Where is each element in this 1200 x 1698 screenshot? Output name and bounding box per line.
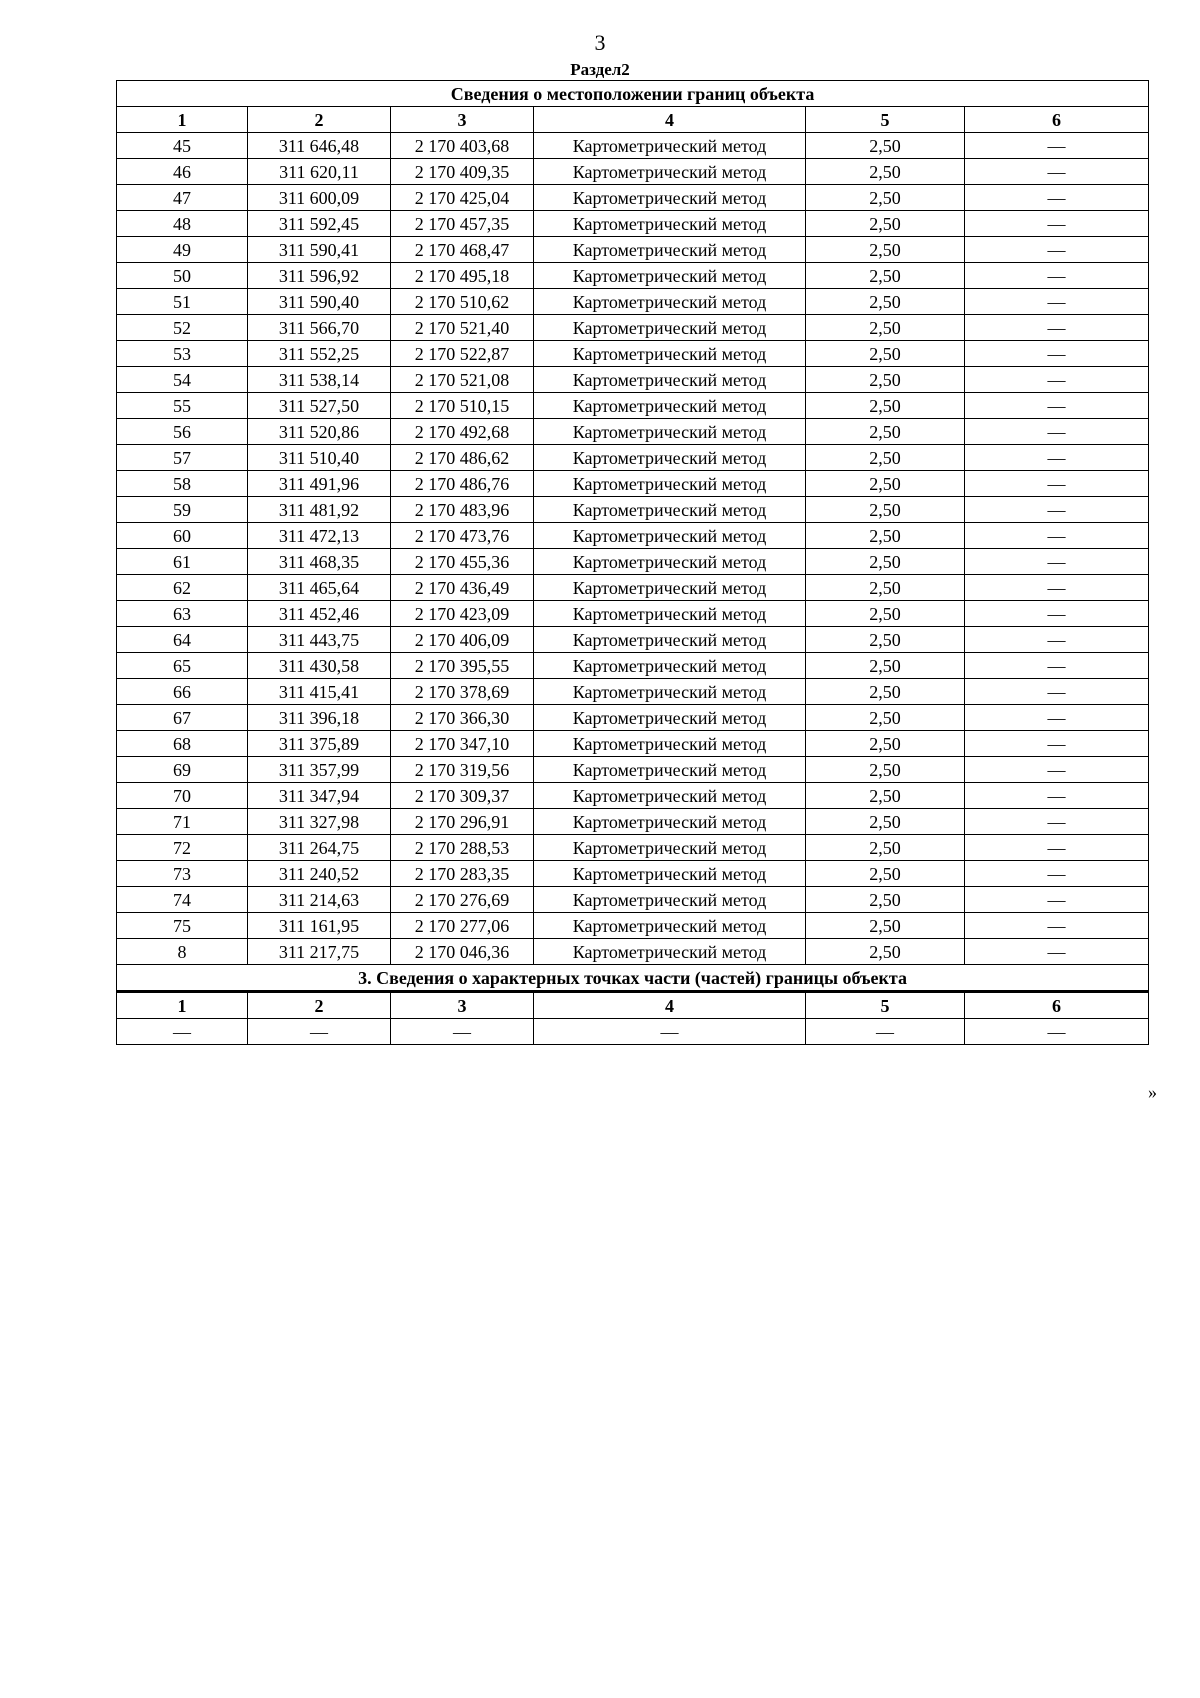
- y-coordinate-cell: 2 170 510,15: [391, 393, 534, 419]
- y-coordinate-cell: 2 170 423,09: [391, 601, 534, 627]
- x-coordinate-cell: 311 452,46: [248, 601, 391, 627]
- method-cell: Картометрический метод: [534, 575, 806, 601]
- description-cell: —: [965, 887, 1149, 913]
- description-cell: —: [965, 549, 1149, 575]
- accuracy-cell: 2,50: [806, 237, 965, 263]
- table-row: [117, 627, 1149, 653]
- table-row: [117, 601, 1149, 627]
- description-cell: —: [965, 939, 1149, 965]
- y-coordinate-cell: 2 170 521,40: [391, 315, 534, 341]
- point-number-cell: 68: [117, 731, 248, 757]
- table-row: [117, 523, 1149, 549]
- description-cell: —: [965, 497, 1149, 523]
- table-row: [117, 237, 1149, 263]
- table-row: [117, 471, 1149, 497]
- description-cell: —: [965, 263, 1149, 289]
- accuracy-cell: 2,50: [806, 367, 965, 393]
- x-coordinate-cell: 311 600,09: [248, 185, 391, 211]
- y-coordinate-cell: 2 170 522,87: [391, 341, 534, 367]
- table-row: [117, 133, 1149, 159]
- section3-title: 3. Сведения о характерных точках части (частей) границы объекта: [117, 965, 1149, 992]
- table-row: [117, 653, 1149, 679]
- method-cell: Картометрический метод: [534, 133, 806, 159]
- method-cell: Картометрический метод: [534, 497, 806, 523]
- method-cell: Картометрический метод: [534, 523, 806, 549]
- description-cell: —: [965, 679, 1149, 705]
- table-row: [117, 211, 1149, 237]
- point-number-cell: 46: [117, 159, 248, 185]
- table-row: [117, 835, 1149, 861]
- point-number-cell: 64: [117, 627, 248, 653]
- description-cell: —: [965, 289, 1149, 315]
- point-number-cell: 62: [117, 575, 248, 601]
- method-cell: Картометрический метод: [534, 367, 806, 393]
- description-cell: —: [965, 575, 1149, 601]
- y-coordinate-cell: 2 170 319,56: [391, 757, 534, 783]
- accuracy-cell: 2,50: [806, 471, 965, 497]
- x-coordinate-cell: 311 472,13: [248, 523, 391, 549]
- point-number-cell: 50: [117, 263, 248, 289]
- section3-header-row: [117, 992, 1149, 1019]
- method-cell: Картометрический метод: [534, 549, 806, 575]
- accuracy-cell: 2,50: [806, 263, 965, 289]
- point-number-cell: 48: [117, 211, 248, 237]
- x-coordinate-cell: 311 491,96: [248, 471, 391, 497]
- y-coordinate-cell: 2 170 468,47: [391, 237, 534, 263]
- table-row: [117, 705, 1149, 731]
- x-coordinate-cell: 311 510,40: [248, 445, 391, 471]
- x-coordinate-cell: 311 566,70: [248, 315, 391, 341]
- method-cell: Картометрический метод: [534, 627, 806, 653]
- description-cell: —: [965, 367, 1149, 393]
- y-coordinate-cell: 2 170 288,53: [391, 835, 534, 861]
- accuracy-cell: 2,50: [806, 393, 965, 419]
- x-coordinate-cell: 311 327,98: [248, 809, 391, 835]
- point-number-cell: 49: [117, 237, 248, 263]
- description-cell: —: [965, 1019, 1149, 1045]
- description-cell: —: [965, 471, 1149, 497]
- y-coordinate-cell: 2 170 486,62: [391, 445, 534, 471]
- point-number-cell: 70: [117, 783, 248, 809]
- x-coordinate-cell: 311 646,48: [248, 133, 391, 159]
- section3-title-row: [117, 965, 1149, 992]
- accuracy-cell: —: [806, 1019, 965, 1045]
- y-coordinate-cell: —: [391, 1019, 534, 1045]
- method-cell: Картометрический метод: [534, 783, 806, 809]
- table-title-row: [117, 81, 1149, 107]
- description-cell: —: [965, 913, 1149, 939]
- y-coordinate-cell: 2 170 409,35: [391, 159, 534, 185]
- point-number-cell: 47: [117, 185, 248, 211]
- x-coordinate-cell: 311 375,89: [248, 731, 391, 757]
- page-number: 3: [594, 30, 606, 55]
- x-coordinate-cell: 311 590,41: [248, 237, 391, 263]
- y-coordinate-cell: 2 170 046,36: [391, 939, 534, 965]
- description-cell: —: [965, 705, 1149, 731]
- column-header: 1: [117, 992, 248, 1019]
- column-header: 5: [806, 992, 965, 1019]
- accuracy-cell: 2,50: [806, 445, 965, 471]
- method-cell: Картометрический метод: [534, 393, 806, 419]
- x-coordinate-cell: 311 468,35: [248, 549, 391, 575]
- column-header: 4: [534, 992, 806, 1019]
- accuracy-cell: 2,50: [806, 341, 965, 367]
- description-cell: —: [965, 445, 1149, 471]
- boundary-table: [116, 80, 1149, 1045]
- table-row: [117, 419, 1149, 445]
- y-coordinate-cell: 2 170 455,36: [391, 549, 534, 575]
- accuracy-cell: 2,50: [806, 549, 965, 575]
- accuracy-cell: 2,50: [806, 705, 965, 731]
- x-coordinate-cell: 311 161,95: [248, 913, 391, 939]
- x-coordinate-cell: 311 443,75: [248, 627, 391, 653]
- method-cell: Картометрический метод: [534, 341, 806, 367]
- description-cell: —: [965, 757, 1149, 783]
- x-coordinate-cell: 311 520,86: [248, 419, 391, 445]
- y-coordinate-cell: 2 170 483,96: [391, 497, 534, 523]
- table-row: [117, 809, 1149, 835]
- x-coordinate-cell: 311 481,92: [248, 497, 391, 523]
- y-coordinate-cell: 2 170 403,68: [391, 133, 534, 159]
- y-coordinate-cell: 2 170 521,08: [391, 367, 534, 393]
- method-cell: Картометрический метод: [534, 913, 806, 939]
- point-number-cell: 71: [117, 809, 248, 835]
- table-row: [117, 159, 1149, 185]
- x-coordinate-cell: 311 347,94: [248, 783, 391, 809]
- point-number-cell: 75: [117, 913, 248, 939]
- column-header: 6: [965, 992, 1149, 1019]
- description-cell: —: [965, 341, 1149, 367]
- column-header: 3: [391, 107, 534, 133]
- method-cell: Картометрический метод: [534, 289, 806, 315]
- x-coordinate-cell: 311 592,45: [248, 211, 391, 237]
- description-cell: —: [965, 393, 1149, 419]
- method-cell: Картометрический метод: [534, 159, 806, 185]
- y-coordinate-cell: 2 170 277,06: [391, 913, 534, 939]
- description-cell: —: [965, 211, 1149, 237]
- description-cell: —: [965, 731, 1149, 757]
- accuracy-cell: 2,50: [806, 627, 965, 653]
- point-number-cell: 45: [117, 133, 248, 159]
- description-cell: —: [965, 653, 1149, 679]
- y-coordinate-cell: 2 170 495,18: [391, 263, 534, 289]
- method-cell: Картометрический метод: [534, 419, 806, 445]
- point-number-cell: 65: [117, 653, 248, 679]
- y-coordinate-cell: 2 170 510,62: [391, 289, 534, 315]
- point-number-cell: 60: [117, 523, 248, 549]
- description-cell: —: [965, 133, 1149, 159]
- table-row: [117, 263, 1149, 289]
- point-number-cell: 61: [117, 549, 248, 575]
- table-row: [117, 757, 1149, 783]
- accuracy-cell: 2,50: [806, 211, 965, 237]
- x-coordinate-cell: 311 396,18: [248, 705, 391, 731]
- table-row: [117, 887, 1149, 913]
- method-cell: Картометрический метод: [534, 939, 806, 965]
- accuracy-cell: 2,50: [806, 315, 965, 341]
- table-row: [117, 939, 1149, 965]
- accuracy-cell: 2,50: [806, 913, 965, 939]
- table-row: [117, 289, 1149, 315]
- point-number-cell: 73: [117, 861, 248, 887]
- table-row: [117, 393, 1149, 419]
- x-coordinate-cell: 311 214,63: [248, 887, 391, 913]
- y-coordinate-cell: 2 170 296,91: [391, 809, 534, 835]
- x-coordinate-cell: 311 264,75: [248, 835, 391, 861]
- method-cell: —: [534, 1019, 806, 1045]
- closing-quote-mark: »: [1148, 1082, 1157, 1102]
- accuracy-cell: 2,50: [806, 601, 965, 627]
- description-cell: —: [965, 523, 1149, 549]
- method-cell: Картометрический метод: [534, 263, 806, 289]
- description-cell: —: [965, 601, 1149, 627]
- accuracy-cell: 2,50: [806, 653, 965, 679]
- section-title: Раздел2: [570, 60, 630, 79]
- accuracy-cell: 2,50: [806, 783, 965, 809]
- description-cell: —: [965, 809, 1149, 835]
- table-row: [117, 445, 1149, 471]
- point-number-cell: 51: [117, 289, 248, 315]
- point-number-cell: —: [117, 1019, 248, 1045]
- method-cell: Картометрический метод: [534, 757, 806, 783]
- point-number-cell: 57: [117, 445, 248, 471]
- method-cell: Картометрический метод: [534, 731, 806, 757]
- accuracy-cell: 2,50: [806, 809, 965, 835]
- accuracy-cell: 2,50: [806, 497, 965, 523]
- method-cell: Картометрический метод: [534, 835, 806, 861]
- accuracy-cell: 2,50: [806, 939, 965, 965]
- method-cell: Картометрический метод: [534, 861, 806, 887]
- description-cell: —: [965, 861, 1149, 887]
- point-number-cell: 72: [117, 835, 248, 861]
- column-header: 1: [117, 107, 248, 133]
- description-cell: —: [965, 835, 1149, 861]
- x-coordinate-cell: 311 538,14: [248, 367, 391, 393]
- column-header: 5: [806, 107, 965, 133]
- table-title: Сведения о местоположении границ объекта: [117, 81, 1149, 107]
- table-row: [117, 731, 1149, 757]
- accuracy-cell: 2,50: [806, 289, 965, 315]
- accuracy-cell: 2,50: [806, 523, 965, 549]
- y-coordinate-cell: 2 170 406,09: [391, 627, 534, 653]
- column-header: 6: [965, 107, 1149, 133]
- accuracy-cell: 2,50: [806, 887, 965, 913]
- x-coordinate-cell: 311 430,58: [248, 653, 391, 679]
- table-row: [117, 497, 1149, 523]
- y-coordinate-cell: 2 170 276,69: [391, 887, 534, 913]
- table-header-row: [117, 107, 1149, 133]
- column-header: 4: [534, 107, 806, 133]
- x-coordinate-cell: 311 415,41: [248, 679, 391, 705]
- point-number-cell: 63: [117, 601, 248, 627]
- point-number-cell: 8: [117, 939, 248, 965]
- y-coordinate-cell: 2 170 395,55: [391, 653, 534, 679]
- y-coordinate-cell: 2 170 486,76: [391, 471, 534, 497]
- table-row: [117, 341, 1149, 367]
- point-number-cell: 56: [117, 419, 248, 445]
- y-coordinate-cell: 2 170 309,37: [391, 783, 534, 809]
- table-row: [117, 783, 1149, 809]
- accuracy-cell: 2,50: [806, 679, 965, 705]
- y-coordinate-cell: 2 170 473,76: [391, 523, 534, 549]
- accuracy-cell: 2,50: [806, 133, 965, 159]
- description-cell: —: [965, 315, 1149, 341]
- table-row: [117, 315, 1149, 341]
- y-coordinate-cell: 2 170 283,35: [391, 861, 534, 887]
- point-number-cell: 55: [117, 393, 248, 419]
- table-row: [117, 185, 1149, 211]
- accuracy-cell: 2,50: [806, 835, 965, 861]
- point-number-cell: 67: [117, 705, 248, 731]
- y-coordinate-cell: 2 170 366,30: [391, 705, 534, 731]
- y-coordinate-cell: 2 170 425,04: [391, 185, 534, 211]
- description-cell: —: [965, 783, 1149, 809]
- table-row: [117, 549, 1149, 575]
- y-coordinate-cell: 2 170 457,35: [391, 211, 534, 237]
- point-number-cell: 69: [117, 757, 248, 783]
- accuracy-cell: 2,50: [806, 159, 965, 185]
- method-cell: Картометрический метод: [534, 185, 806, 211]
- x-coordinate-cell: 311 465,64: [248, 575, 391, 601]
- point-number-cell: 74: [117, 887, 248, 913]
- x-coordinate-cell: 311 590,40: [248, 289, 391, 315]
- method-cell: Картометрический метод: [534, 471, 806, 497]
- x-coordinate-cell: 311 620,11: [248, 159, 391, 185]
- accuracy-cell: 2,50: [806, 185, 965, 211]
- table-row: [117, 861, 1149, 887]
- x-coordinate-cell: 311 240,52: [248, 861, 391, 887]
- method-cell: Картометрический метод: [534, 315, 806, 341]
- table-row: [117, 679, 1149, 705]
- method-cell: Картометрический метод: [534, 211, 806, 237]
- accuracy-cell: 2,50: [806, 419, 965, 445]
- y-coordinate-cell: 2 170 378,69: [391, 679, 534, 705]
- point-number-cell: 53: [117, 341, 248, 367]
- point-number-cell: 58: [117, 471, 248, 497]
- method-cell: Картометрический метод: [534, 601, 806, 627]
- y-coordinate-cell: 2 170 492,68: [391, 419, 534, 445]
- x-coordinate-cell: 311 217,75: [248, 939, 391, 965]
- method-cell: Картометрический метод: [534, 887, 806, 913]
- description-cell: —: [965, 237, 1149, 263]
- table-row: [117, 367, 1149, 393]
- x-coordinate-cell: —: [248, 1019, 391, 1045]
- method-cell: Картометрический метод: [534, 705, 806, 731]
- description-cell: —: [965, 419, 1149, 445]
- y-coordinate-cell: 2 170 436,49: [391, 575, 534, 601]
- accuracy-cell: 2,50: [806, 731, 965, 757]
- method-cell: Картометрический метод: [534, 445, 806, 471]
- accuracy-cell: 2,50: [806, 757, 965, 783]
- x-coordinate-cell: 311 596,92: [248, 263, 391, 289]
- table-row: [117, 575, 1149, 601]
- description-cell: —: [965, 185, 1149, 211]
- point-number-cell: 59: [117, 497, 248, 523]
- method-cell: Картометрический метод: [534, 809, 806, 835]
- accuracy-cell: 2,50: [806, 861, 965, 887]
- point-number-cell: 52: [117, 315, 248, 341]
- column-header: 2: [248, 992, 391, 1019]
- method-cell: Картометрический метод: [534, 653, 806, 679]
- x-coordinate-cell: 311 357,99: [248, 757, 391, 783]
- description-cell: —: [965, 627, 1149, 653]
- description-cell: —: [965, 159, 1149, 185]
- method-cell: Картометрический метод: [534, 237, 806, 263]
- x-coordinate-cell: 311 552,25: [248, 341, 391, 367]
- method-cell: Картометрический метод: [534, 679, 806, 705]
- column-header: 2: [248, 107, 391, 133]
- x-coordinate-cell: 311 527,50: [248, 393, 391, 419]
- column-header: 3: [391, 992, 534, 1019]
- accuracy-cell: 2,50: [806, 575, 965, 601]
- table-row: [117, 913, 1149, 939]
- y-coordinate-cell: 2 170 347,10: [391, 731, 534, 757]
- section3-row: [117, 1019, 1149, 1045]
- point-number-cell: 54: [117, 367, 248, 393]
- point-number-cell: 66: [117, 679, 248, 705]
